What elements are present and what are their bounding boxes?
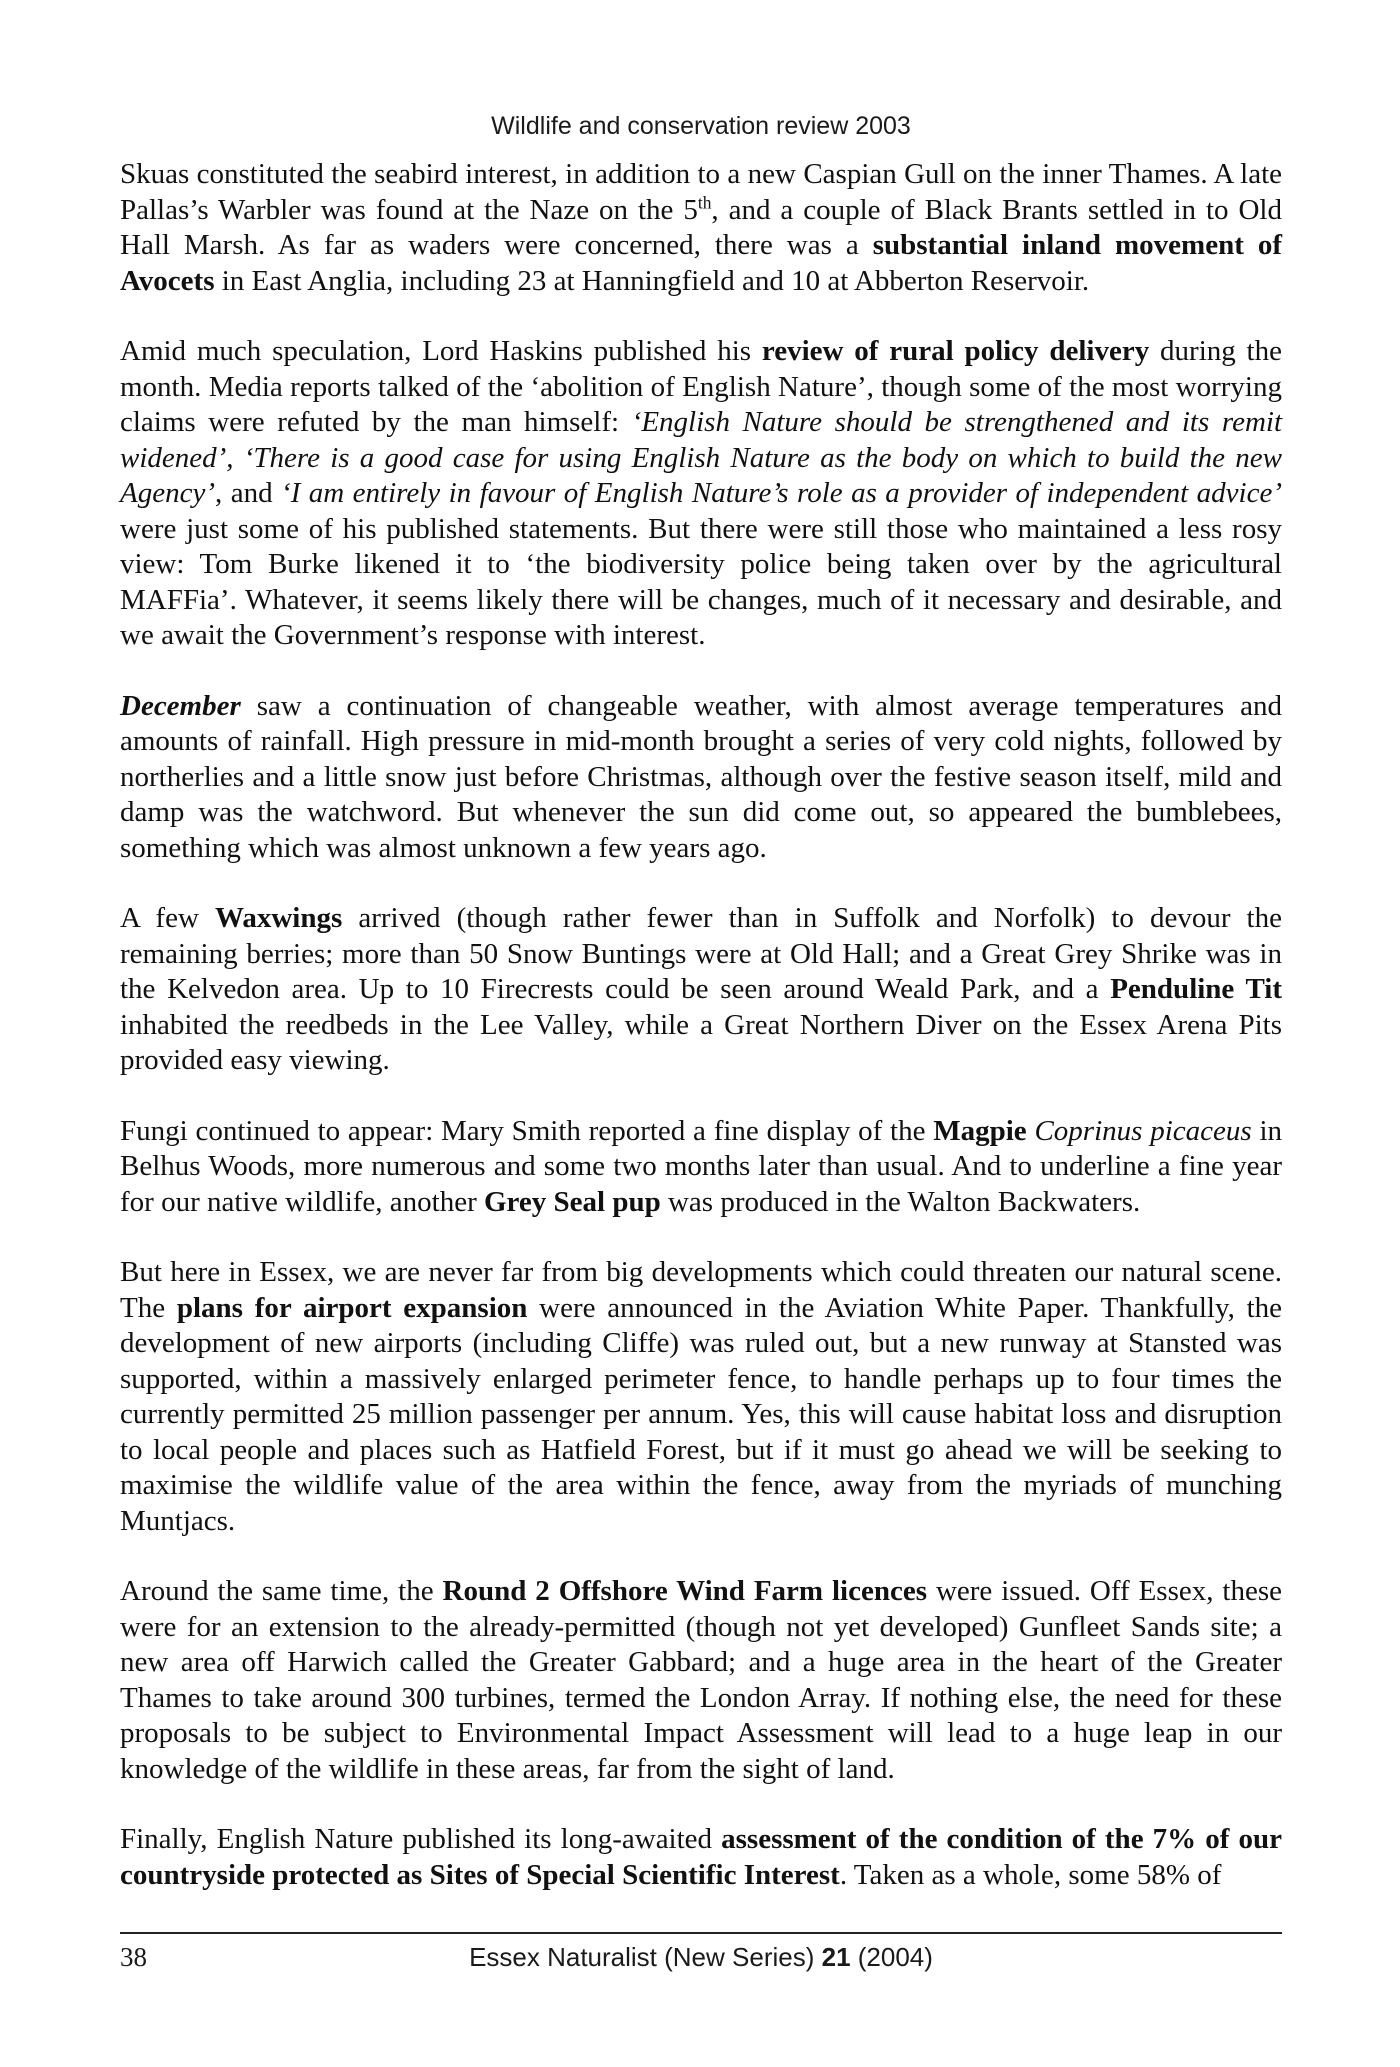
bold-avocets: substantial inland movement of Avocets bbox=[120, 229, 1282, 297]
paragraph-december-weather: December saw a continuation of changeable weather, with almost average temperatures and amounts of rainfall. High pressure in mid-month brought a series of very cold nights, followed by northerlies and a little snow just before Christmas, although over the festive season itself, mild and damp was the watchword. But whenever the sun did come out, so appeared the bumblebees, something which was almost unknown a few years ago. bbox=[120, 689, 1282, 864]
bold-wind-farm: Round 2 Offshore Wind Farm licences bbox=[442, 1575, 928, 1607]
paragraph-november-birds: Skuas constituted the seabird interest, in addition to a new Caspian Gull on the inner Thames. A late Pallas’s Warbler was found at the Naze on the 5th, and a couple of Black Brants settled in to Old Hall Marsh. As far as waders were concerned, there was a substantial inland movement of Avocets in East Anglia, including 23 at Hanningfield and 10 at Abberton Reservoir. bbox=[120, 158, 1282, 297]
paragraph-fungi: Fungi continued to appear: Mary Smith reported a fine display of the Magpie Coprinus picaceus in Belhus Woods, more numerous and some two months later than usual. And to underline a fine year for our native wildlife, another Grey Seal pup was produced in the Walton Backwaters. bbox=[120, 1114, 1283, 1218]
bold-grey-seal: Grey Seal pup bbox=[484, 1185, 661, 1218]
bold-waxwings: Waxwings bbox=[214, 902, 343, 934]
bold-penduline-tit: Penduline Tit bbox=[1110, 973, 1282, 1005]
italic-quotes: ‘English Nature should be strengthened and its remit widened’, ‘There is a good case for using English Nature as the body on which to build the new Agency’ bbox=[120, 406, 1283, 509]
italic-species-name: Coprinus picaceus bbox=[1034, 1114, 1252, 1147]
bold-sssi-assessment: assessment of the condition of the 7% of our countryside protected as Sites of Special Scientific Interest bbox=[120, 1823, 1282, 1891]
bold-magpie: Magpie bbox=[933, 1114, 1027, 1147]
paragraph-wind-farm: Around the same time, the Round 2 Offshore Wind Farm licences were issued. Off Essex, these were for an extension to the already-permitted (though not yet developed) Gunfleet Sands site; a new area off Harwich called the Greater Gabbard; and a huge area in the heart of the Greater Thames to take around 300 turbines, termed the London Array. If nothing else, the need for these proposals to be subject to Environmental Impact Assessment will lead to a huge leap in our knowledge of the wildlife in these areas, far from the sight of land. bbox=[120, 1575, 1282, 1785]
page-number: 38 bbox=[120, 1942, 147, 1972]
italic-quote-advice: ‘I am entirely in favour of English Nature’s role as a provider of independent advice’ bbox=[281, 477, 1283, 509]
bold-italic-december: December bbox=[120, 689, 241, 722]
article-body bbox=[120, 157, 1282, 1893]
bold-airport-expansion: plans for airport expansion bbox=[176, 1291, 528, 1324]
paragraph-haskins-review: Amid much speculation, Lord Haskins published his review of rural policy delivery during the month. Media reports talked of the ‘abolition of English Nature’, though some of the most worrying claims were refuted by the man himself: ‘English Nature should be strengthened and its remit widened’, ‘There is a good case for using English Nature as the body on which to build the new Agency’, and ‘I am entirely in favour of English Nature’s role as a provider of independent advice’ were just some of his published statements. But there were still those who maintained a less rosy view: Tom Burke likened it to ‘the biodiversity police being taken over by the agricultural MAFFia’. Whatever, it seems likely there will be changes, much of it necessary and desirable, and we await the Government’s response with interest. bbox=[120, 335, 1283, 651]
journal-citation: Essex Naturalist (New Series) 21 (2004) bbox=[469, 1942, 933, 1972]
paragraph-sssi: Finally, English Nature published its long-awaited assessment of the condition of the 7% of our countryside protected as Sites of Special Scientific Interest. Taken as a whole, some 58% of bbox=[120, 1823, 1282, 1891]
running-header: Wildlife and conservation review 2003 bbox=[491, 112, 911, 140]
bold-rural-policy: review of rural policy delivery bbox=[761, 335, 1150, 367]
paragraph-airport: But here in Essex, we are never far from big developments which could threaten our natural scene. The plans for airport expansion were announced in the Aviation White Paper. Thankfully, the development of new airports (including Cliffe) was ruled out, but a new runway at Stansted was supported, within a massively enlarged perimeter fence, to handle perhaps up to four times the currently permitted 25 million passenger per annum. Yes, this will cause habitat loss and disruption to local people and places such as Hatfield Forest, but if it must go ahead we will be seeking to maximise the wildlife value of the area within the fence, away from the myriads of munching Muntjacs. bbox=[120, 1256, 1282, 1537]
journal-volume: 21 bbox=[821, 1942, 851, 1972]
paragraph-december-birds: A few Waxwings arrived (though rather fewer than in Suffolk and Norfolk) to devour the remaining berries; more than 50 Snow Buntings were at Old Hall; and a Great Grey Shrike was in the Kelvedon area. Up to 10 Firecrests could be seen around Weald Park, and a Penduline Tit inhabited the reedbeds in the Lee Valley, while a Great Northern Diver on the Essex Arena Pits provided easy viewing. bbox=[120, 902, 1282, 1076]
footer-rule bbox=[120, 1932, 1282, 1934]
